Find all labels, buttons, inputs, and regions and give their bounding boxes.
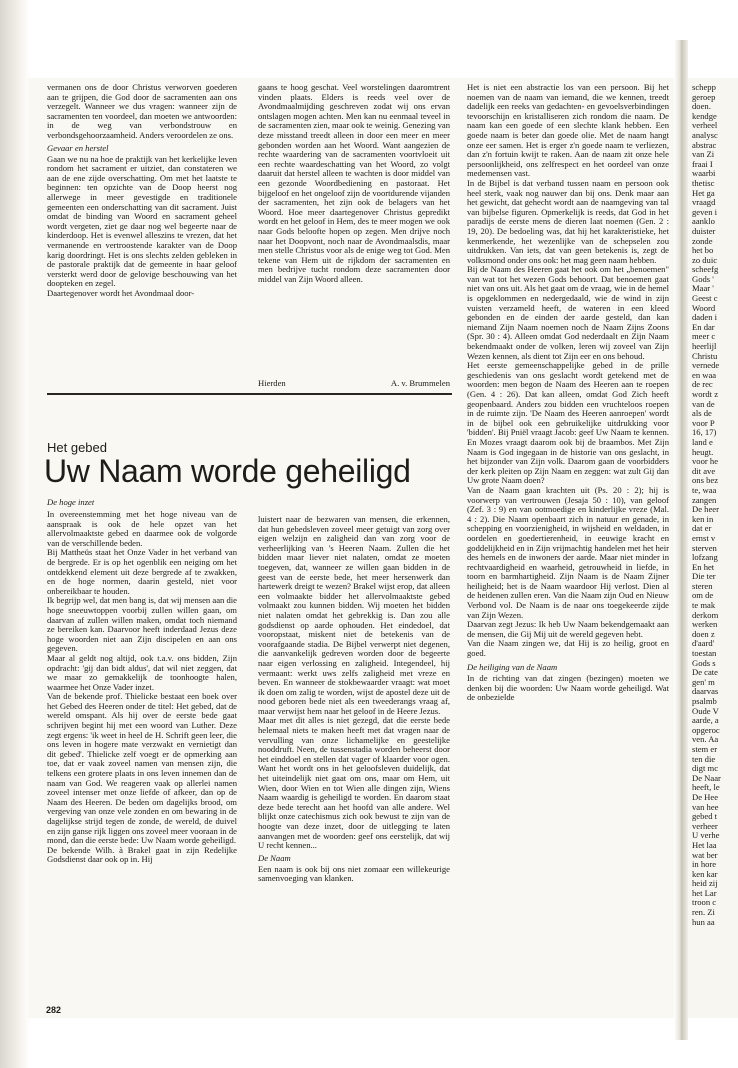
- paragraph: Van die Naam zingen we, dat Hij is zo heilig, groot en goed.: [467, 638, 669, 658]
- facing-page-line: U verhe: [692, 830, 720, 841]
- facing-page-line: Woord: [692, 302, 716, 313]
- article-2-col3-end-text: [467, 674, 669, 703]
- article-2-col3-text: [467, 83, 669, 658]
- facing-page-line: ten die: [692, 753, 716, 764]
- scan-edge-shadow: [0, 0, 30, 1068]
- facing-page-line: verheer: [692, 820, 718, 831]
- paragraph: vermanen ons de door Christus verworven goederen aan te grijpen, die God door de sacramenten aan ons verzegelt. Wanneer we dus vragen: wanneer zijn de sacramenten ten voordeel, dan moeten we antwoorden: in de weg van verbondstrouw en verbondsgehoorzaamheid. Anders veroordelen ze ons.: [47, 82, 237, 140]
- facing-page-line: kendge: [692, 110, 717, 121]
- facing-page-line: ven. Aa: [692, 734, 719, 745]
- facing-page-line: doen.: [692, 101, 711, 112]
- facing-page-line: De cate: [692, 667, 718, 678]
- article-2-title: Uw Naam worde geheiligd: [44, 453, 411, 489]
- facing-page-line: heugt.: [692, 446, 714, 457]
- facing-page-line: voor he: [692, 456, 719, 467]
- facing-page-line: het bo: [692, 245, 714, 256]
- article-1-place: Hierden: [258, 378, 286, 388]
- facing-page-line: zo duic: [692, 254, 718, 265]
- facing-page-line: stem er: [692, 743, 718, 754]
- facing-page-line: troon c: [692, 897, 717, 908]
- facing-page-line: d'aard': [692, 638, 715, 649]
- facing-page-line: ons bez: [692, 475, 719, 486]
- facing-page-line: Geest c: [692, 293, 718, 304]
- article-2-col1-text: [47, 510, 237, 865]
- facing-page-line: waarbi: [692, 168, 716, 179]
- facing-page-line: en waa: [692, 369, 717, 380]
- facing-page-line: in hore: [692, 859, 717, 870]
- facing-page-line: thetisc: [692, 177, 715, 188]
- facing-page-line: Het ga: [692, 187, 715, 198]
- facing-page-line: Het laa: [692, 839, 717, 850]
- facing-page-line: sterven: [692, 542, 717, 553]
- paragraph: In overeenstemming met het hoge niveau van de aanspraak is ook de hele opzet van het allervolmaaktste gebed en daarmee ook de volgorde van de verschillende beden.: [47, 509, 237, 548]
- facing-page-line: fraai I: [692, 158, 713, 169]
- facing-page-line: daarvas: [692, 686, 719, 697]
- facing-page-column: [692, 83, 738, 927]
- facing-page-line: Gods ': [692, 273, 714, 284]
- paragraph: Het eerste gemeenschappelijke gebed in de prille geschiedenis van ons geslacht wordt getekend met de woorden: men begon de Naam des Heeren aan te roepen (Gen. 4 : 26). Dat kan alleen, omdat God Zich heeft geopenbaard. Anders zou bidden een vruchteloos roepen in de ruimte zijn. 'De Naam des Heeren aanroepen' wordt in de bijbel ook een gebruikelijke uitdrukking voor 'bidden'. Bij Pniël vraagt Jacob: geef Uw Naam te kennen. En Mozes vraagt daarom ook bij de braambos. Met Zijn Naam is God ingegaan in de historie van ons geslacht, in het bijzonder van Zijn volk. Daarom gaan de voorbidders der kerk pleiten op Zijn Naam en zeggen: wat zult Gij dan Uw grote Naam doen?: [467, 360, 669, 486]
- article-2-column-3: [467, 83, 669, 658]
- facing-page-line: ernst v: [692, 532, 716, 543]
- facing-page-line: om de: [692, 590, 714, 601]
- article-2-col2-text: [258, 515, 450, 851]
- facing-page-line: van Zi: [692, 149, 715, 160]
- facing-page-line: lofzang: [692, 552, 718, 563]
- paragraph: Bij Mattheüs staat het Onze Vader in het verband van de bergrede. Er is op het ogenblik een neiging om het ontdekkend element uit deze bergrede af te zwakken, en de hoge normen, daarin gesteld, niet voor onbereikbaar te houden.: [47, 547, 237, 596]
- article-1-col2-text: [258, 83, 450, 284]
- facing-page-line: land e: [692, 436, 713, 447]
- article-1-subhead: Gevaar en herstel: [47, 142, 109, 153]
- facing-page-line: De Naar: [692, 772, 721, 783]
- paragraph: Het is niet een abstractie los van een persoon. Bij het noemen van de naam van iemand, die we kennen, treedt dadelijk een reeks van gedachten- en gevoelsverbindingen tevoorschijn en kristalliseren zich rondom die naam. De naam kan een goede of een slechte klank hebben. Een goede naam is beter dan goede olie. Met de naam hangt onze eer samen. Het is erger z'n goede naam te verliezen, dan z'n fortuin kwijt te raken. Aan de naam zit onze hele persoonlijkheid, ons zelfrespect en het oordeel van onze medemensen vast.: [467, 83, 669, 179]
- paragraph: De bekende Wilh. à Brakel gaat in zijn Redelijke Godsdienst daar ook op in. Hij: [47, 844, 237, 865]
- facing-page-line: ken kar: [692, 868, 718, 879]
- facing-page-line: gebed t: [692, 811, 718, 822]
- facing-page-line: scheefg: [692, 264, 719, 275]
- paragraph: luistert naar de bezwaren van mensen, die erkennen, dat hun gebedsleven zoveel meer getuigt van zorg over eigen welzijn en zaligheid dan van zorg voor de verheerlijking van 's Heeren Naam. Zullen die het bidden maar liever niet nalaten, omdat ze moeten toegeven, dat, wanneer ze willen gaan bidden in de geest van de eerste bede, het meer hersenwerk dan hartewerk dreigt te wezen? Brakel wijst erop, dat alleen een volmaakte bidder het allervolmaaktste gebed volmaakt zou kunnen bidden. Wij moeten het bidden niet nalaten omdat het gebrekkig is. Dan zou alle godsdienst op aarde ophouden. Het eindedoel, dat vooropstaat, miskent niet de betekenis van de voorafgaande stadia. De Bijbel verwerpt niet degenen, die aanvankelijk gedreven worden door de begeerte naar eigen verlossing en zaligheid. Integendeel, hij vermaant: werkt uws zelfs zaligheid met vreze en beven. En wanneer de stokbewaarder vraagt: wat moet ik doen om zalig te worden, wijst de apostel deze uit de nood geboren bede niet als een tweederangs vraag af, maar verwijst hem naar het geloof in de Heere Jezus.: [258, 514, 450, 716]
- article-2-subhead-heiliging: De heiliging van de Naam: [467, 662, 558, 672]
- facing-page-line: als de: [692, 408, 712, 419]
- facing-page-line: geven i: [692, 206, 718, 217]
- article-2-kicker: Het gebed: [47, 440, 107, 455]
- paragraph: Een naam is ook bij ons niet zomaar een willekeurige samenvoeging van klanken.: [258, 863, 450, 884]
- article-2-subhead-naam: De Naam: [258, 852, 291, 863]
- facing-page-line: En dar: [692, 321, 715, 332]
- facing-page-line: hun aa: [692, 916, 715, 927]
- article-1-column-2: [258, 83, 450, 284]
- facing-page-line: gen' m: [692, 676, 715, 687]
- facing-page-line: digt mc: [692, 763, 719, 774]
- facing-page-line: de rec: [692, 379, 713, 390]
- article-divider-rule: [47, 393, 452, 395]
- facing-page-line: En het: [692, 561, 715, 572]
- paragraph: In de richting van dat zingen (bezingen) moeten we denken bij die woorden: Uw Naam worde geheiligd. Wat de onbezielde: [467, 673, 669, 703]
- facing-page-line: Oude V: [692, 705, 719, 716]
- facing-page-line: duister: [692, 225, 716, 236]
- facing-page-line: aarde, a: [692, 715, 719, 726]
- facing-page-line: heerlijl: [692, 341, 717, 352]
- facing-page-line: het Lar: [692, 887, 717, 898]
- paragraph: Maar al geldt nog altijd, ook t.a.v. ons bidden, Zijn opdracht: 'gij dan bidt aldus', dat wil niet zeggen, dat we maar zo gemakkelijk de toonhoogte halen, waarmee het Onze Vader inzet.: [47, 652, 237, 692]
- facing-page-line: Die ter: [692, 571, 716, 582]
- facing-page-line: heeft, le: [692, 782, 720, 793]
- facing-page-line: Maar ': [692, 283, 714, 294]
- facing-page-line: aanklo: [692, 216, 715, 227]
- article-1-signature: [258, 378, 450, 388]
- facing-page-line: derkom: [692, 609, 719, 620]
- facing-page-line: psalmb: [692, 696, 717, 706]
- facing-page-line: doen z: [692, 628, 715, 639]
- paragraph: In de Bijbel is dat verband tussen naam en persoon ook heel sterk, vaak nog nauwer dan bij ons. Denk maar aan het gewicht, dat gehecht wordt aan de naamgeving van tal van bijbelse figuren. Opmerkelijk is reeds, dat God in het paradijs de eerste mens de dieren laat noemen (Gen. 2 : 19, 20). De bedoeling was, dat hij het karakteristieke, het kenmerkende, het wezenlijke van de schepselen zou uitdrukken. Van iets, dat van geen betekenis is, zegt de volksmond onder ons ook: het mag geen naam hebben.: [467, 177, 669, 265]
- facing-page-line: analysc: [692, 129, 718, 140]
- facing-page-line: abstrac: [692, 139, 717, 150]
- article-1-author: A. v. Brummelen: [390, 378, 450, 388]
- paragraph: Daarvan zegt Jezus: Ik heb Uw Naam bekendgemaakt aan de mensen, die Gij Mij uit de wereld gegeven hebt.: [467, 619, 669, 639]
- paragraph: gaans te hoog geschat. Veel worstelingen daaromtrent vinden plaats. Elders is reeds veel over de Avondmaalmijding geschreven zodat wij ons ervan ontslagen mogen achten. Men kan nu eenmaal teveel in de sacramenten zien, maar ook te weinig. Genezing van deze misstand treedt alleen in door een meer en meer gebonden worden aan het Woord. Want aangezien de rechte waardering van de sacramenten voortvloeit uit een rechte waardeschatting van het Woord, zo volgt daaruit dat herstel alleen te wachten is door middel van een gezonde Woordbediening en pastoraat. Het bijgeloof en het ongeloof zijn de voortdurende vijanden der sacramenten, het zijn ook de belagers van het Woord. Hoe meer daartegenover Christus gepredikt wordt en het geloof in Hem, des te meer mogen we ook naar Gods beloofte hopen op zegen. Men drijve noch naar het Doopvont, noch naar de Avondmaalsdis, maar men stelle Christus voor als de enige weg tot God. Men tekene van Hem uit de rijkdom der sacramenten en men bedrijve tucht rondom deze sacramenten door middel van Zijn Woord alleen.: [258, 82, 450, 284]
- paragraph: Gaan we nu na hoe de praktijk van het kerkelijke leven rondom het sacrament er uitziet, dan constateren we aan de ene zijde overschatting. Om met het laatste te beginnen: ten opzichte van de Doop heerst nog allerwege in meer gevestigde en traditionele gemeenten een onderschatting van dit sacrament. Juist omdat de binding van Woord en sacrament geheel wordt vergeten, ziet ge daar nog wel begeerte naar de kinderdoop. Het is evenwel alleszins te vrezen, dat het vermanende en vertroostende karakter van de Doop karig doordringt. Het is ons slechts zelden gebleken in de pastorale praktijk dat de gemeente in haar geloof versterkt werd door de gelovige beschouwing van het doopteken en zegel.: [47, 153, 237, 289]
- paragraph: Maar met dit alles is niet gezegd, dat die eerste bede helemaal niets te maken heeft met dat vragen naar de vervulling van onze lichamelijke en geestelijke nooddruft. Neen, de tussenstadia worden beheerst door het einddoel en stellen dat vager of klaarder voor ogen. Want het wordt ons in het geloofsleven duidelijk, dat het uiteindelijk niet gaat om ons, maar om Hem, uit Wien, door Wien en tot Wien alle dingen zijn, Wiens Naam waardig is geheiligd te worden. En daarom staat deze bede terecht aan het hoofd van alle andere. Wel blijkt onze catechismus zich ook bewust te zijn van de hoogte van deze inzet, door de uitlegging te laten aanvangen met de woorden: geef ons eerstelijk, dat wij U recht kennen...: [258, 715, 450, 851]
- facing-page-line: Gods s: [692, 657, 716, 668]
- facing-page-line: vernede: [692, 360, 720, 371]
- facing-page-line: van hee: [692, 801, 719, 812]
- facing-page-line: schepp: [692, 82, 716, 92]
- facing-page-line: opgeroc: [692, 724, 720, 735]
- paragraph: Daartegenover wordt het Avondmaal door-: [47, 287, 195, 298]
- facing-page-line: wat ber: [692, 849, 718, 860]
- facing-page-line: vraagd: [692, 197, 716, 208]
- article-2-column-2: [258, 515, 450, 884]
- facing-page-line: te, waa: [692, 484, 717, 495]
- paragraph: Ik begrijp wel, dat men bang is, dat wij mensen aan die hoge sneeuwtoppen voorbij zullen willen gaan, om daarvan af zullen willen maken, omdat toch niemand ze bereiken kan. Daarvoor heeft inderdaad Jezus deze hoge woorden niet aan Zijn discipelen en aan ons gegeven.: [47, 595, 237, 654]
- facing-page-line: werken: [692, 619, 718, 630]
- paragraph: Van de Naam gaan krachten uit (Ps. 20 : 2); hij is voorwerp van vertrouwen (Jesaja 50 : 10), van geloof (Zef. 3 : 9) en van ootmoedige en kinderlijke vreze (Mal. 4 : 2). Die Naam openbaart zich in natuur en genade, in schepping en voorzienigheid, in wijsheid en weldaden, in oordelen en goedertierenheid, in eeuwige kracht en goddelijkheid en in Zijn vrijmachtig handelen met het heir des hemels en de inwoners der aarde. Maar niet minder in rechtvaardigheid en waarheid, getrouwheid in liefde, in toorn en barmhartigheid. Zijn Naam is de Naam Zijner heiligheid; het is de Naam waardoor Hij verlost. Dien al de heidenen zullen eren. Van die Naam zijn Oud en Nieuw Verbond vol. De Naam is de naar ons toegekeerde zijde van Zijn Wezen.: [467, 484, 669, 620]
- facing-page-line: dat er: [692, 523, 712, 534]
- page-number: 282: [46, 1005, 62, 1015]
- facing-page-line: Christu: [692, 350, 718, 361]
- article-2-column-1: [47, 510, 237, 865]
- facing-page-line: zonde: [692, 235, 713, 246]
- article-2-col2b-text: [258, 865, 450, 884]
- facing-page-line: meer c: [692, 331, 716, 342]
- facing-page-line: De Hee: [692, 791, 719, 802]
- facing-page-line: daden i: [692, 312, 718, 323]
- facing-page-line: ren. Zi: [692, 907, 715, 918]
- facing-page-line: verheel: [692, 120, 718, 131]
- facing-page-line: wordt z: [692, 389, 719, 399]
- facing-page: [688, 78, 738, 1018]
- article-1-column-1: [47, 83, 237, 298]
- facing-page-line: heid zij: [692, 878, 718, 889]
- paragraph: Bij de Naam des Heeren gaat het ook om het „benoemen" van wat tot het wezen Gods behoort. Dat benoemen gaat niet van ons uit. Als het gaat om de vraag, wie in de hemel is opgeklommen en nedergedaald, wie de wind in zijn vuisten verzameld heeft, de wateren in een kleed gebonden en de einden der aarde gesteld, dan kan niemand Zijn Naam noemen noch de Naam Zijns Zoons (Spr. 30 : 4). Alleen omdat God nederdaalt en Zijn Naam bekendmaakt onder de volken, leren wij zoveel van Zijn Wezen kennen, als dient tot Zijn eer en ons behoud.: [467, 264, 669, 361]
- facing-page-line: dit ave: [692, 465, 716, 476]
- article-2-column-3-end: [467, 660, 669, 703]
- article-1-col1b-text: [47, 155, 237, 299]
- facing-page-line: ken in: [692, 513, 714, 524]
- facing-page-line: zangen: [692, 494, 717, 505]
- facing-page-line: te mak: [692, 600, 716, 611]
- facing-page-line: van de: [692, 398, 715, 409]
- page-gutter: [674, 40, 688, 1040]
- facing-page-line: voor P: [692, 417, 715, 428]
- facing-page-line: toestan: [692, 648, 717, 659]
- article-1-col1-text: [47, 83, 237, 141]
- facing-page-line: geroep: [692, 91, 716, 102]
- article-2-intro-subhead: De hoge inzet: [47, 497, 95, 507]
- facing-page-line: steren: [692, 580, 713, 591]
- facing-page-line: 16, 17): [692, 427, 717, 438]
- facing-page-line: De heer: [692, 504, 719, 515]
- paragraph: Van de bekende prof. Thielicke bestaat een boek over het Gebed des Heeren onder de titel: Het gebed, dat de wereld omspant. Als hij over de eerste bede gaat schrijven begint hij met een woord van Luther. Deze zegt ergens: 'ik weet in heel de H. Schrift geen leer, die ons leven in hogere mate verzwakt en vernietigt dan dit gebed'. Thielicke zelf voegt er de opmerking aan toe, dat er vaak zoveel namen van mensen zijn, die telkens een grotere plaats in ons leven innemen dan de naam van God. We reageren vaak op allerlei namen zoveel intenser met onze liefde of afkeer, dan op de Naam des Heeren. De beden om dagelijks brood, om vergeving van onze vele zonden en om bewaring in de dagelijkse strijd tegen de zonde, de wereld, de duivel en zijn ganse rijk liggen ons zoveel meer vooraan in de mond, dan die eerste bede: Uw Naam worde geheiligd.: [47, 691, 237, 846]
